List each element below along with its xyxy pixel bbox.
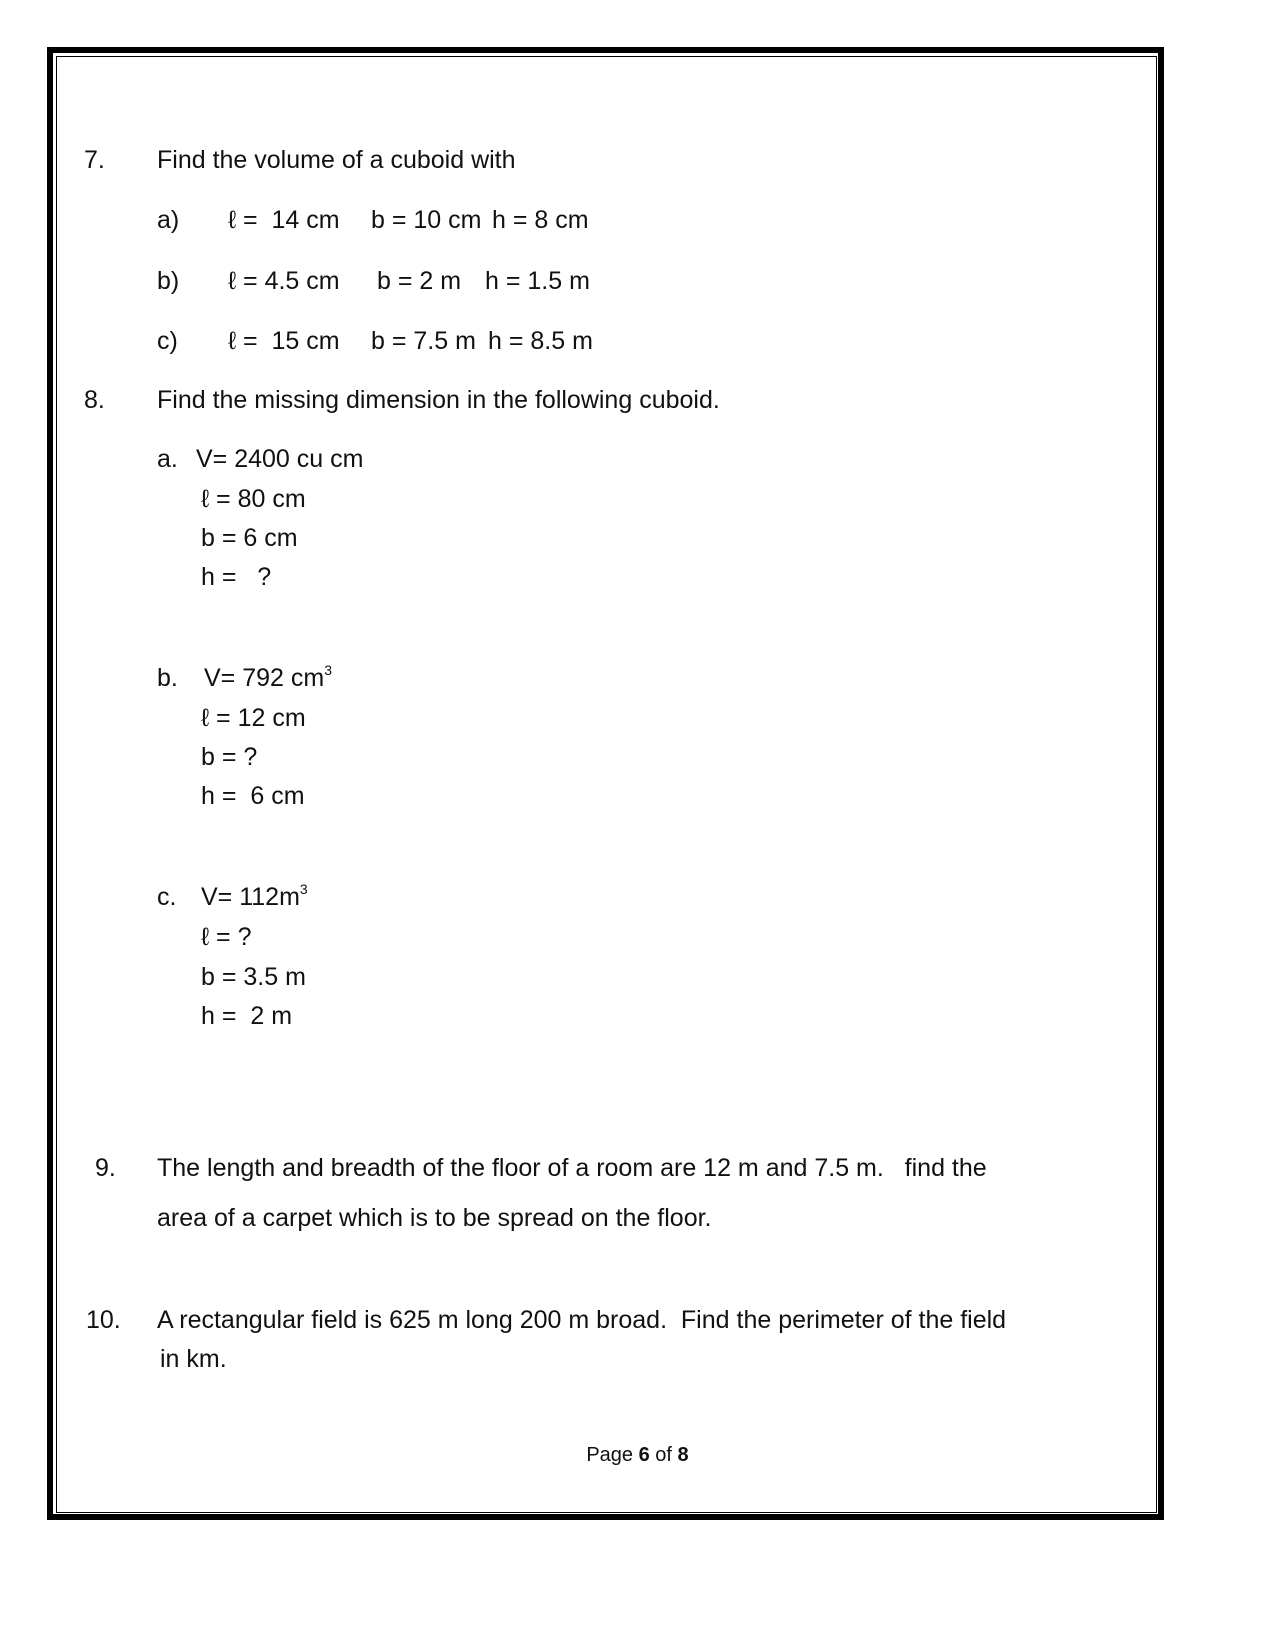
q7-a-label: a) [157, 206, 180, 234]
q8-a-label: a. [157, 445, 178, 473]
q8-c-volume: $V= 112m^3$ [201, 880, 308, 911]
q7-a-length: ℓ = 14 cm [228, 206, 340, 234]
q8-b-volume: V= 792 $cm^3$ [204, 661, 332, 692]
q8-b-height: h = 6 cm [201, 782, 305, 810]
q7-text: Find the volume of a cuboid with [157, 146, 516, 174]
q8-text: Find the missing dimension in the following cuboid. [157, 386, 720, 414]
q10-line-1: A rectangular field is 625 m long 200 m broad. Find the perimeter of the field [157, 1306, 1007, 1334]
q10-line-2: in km. [160, 1345, 227, 1373]
q7-b-label: b) [157, 267, 180, 295]
q7-c-breadth: b = 7.5 m [371, 327, 476, 355]
q7-b-breadth: b = 2 m [377, 267, 462, 295]
q8-b-length: ℓ = 12 cm [201, 704, 306, 732]
page-number-footer: Page 6 of 8 [586, 1444, 689, 1466]
q8-b-label: b. [157, 664, 178, 692]
q9-line-1: The length and breadth of the floor of a room are 12 m and 7.5 m. find the [157, 1154, 987, 1182]
q8-c-label: c. [157, 883, 177, 911]
q8-c-length: ℓ = ? [201, 923, 252, 951]
q9-line-2: area of a carpet which is to be spread on the floor. [157, 1204, 712, 1232]
q8-b-breadth: b = ? [201, 743, 258, 771]
q8-a-volume: V= 2400 cu cm [196, 445, 364, 473]
q7-c-length: ℓ = 15 cm [228, 327, 340, 355]
q10-number: 10. [86, 1306, 121, 1334]
q7-c-label: c) [157, 327, 178, 355]
q9-number: 9. [95, 1154, 116, 1182]
q7-a-breadth: b = 10 cm [371, 206, 482, 234]
q8-a-length: ℓ = 80 cm [201, 485, 306, 513]
q8-c-height: h = 2 m [201, 1002, 293, 1030]
q7-a-height: h = 8 cm [492, 206, 589, 234]
q7-number: 7. [84, 146, 105, 174]
q8-c-breadth: b = 3.5 m [201, 963, 306, 991]
q8-a-height: h = ? [201, 563, 272, 591]
q7-b-height: h = 1.5 m [485, 267, 590, 295]
q8-number: 8. [84, 386, 105, 414]
q8-a-breadth: b = 6 cm [201, 524, 298, 552]
q7-b-length: ℓ = 4.5 cm [228, 267, 340, 295]
q7-c-height: h = 8.5 m [488, 327, 593, 355]
